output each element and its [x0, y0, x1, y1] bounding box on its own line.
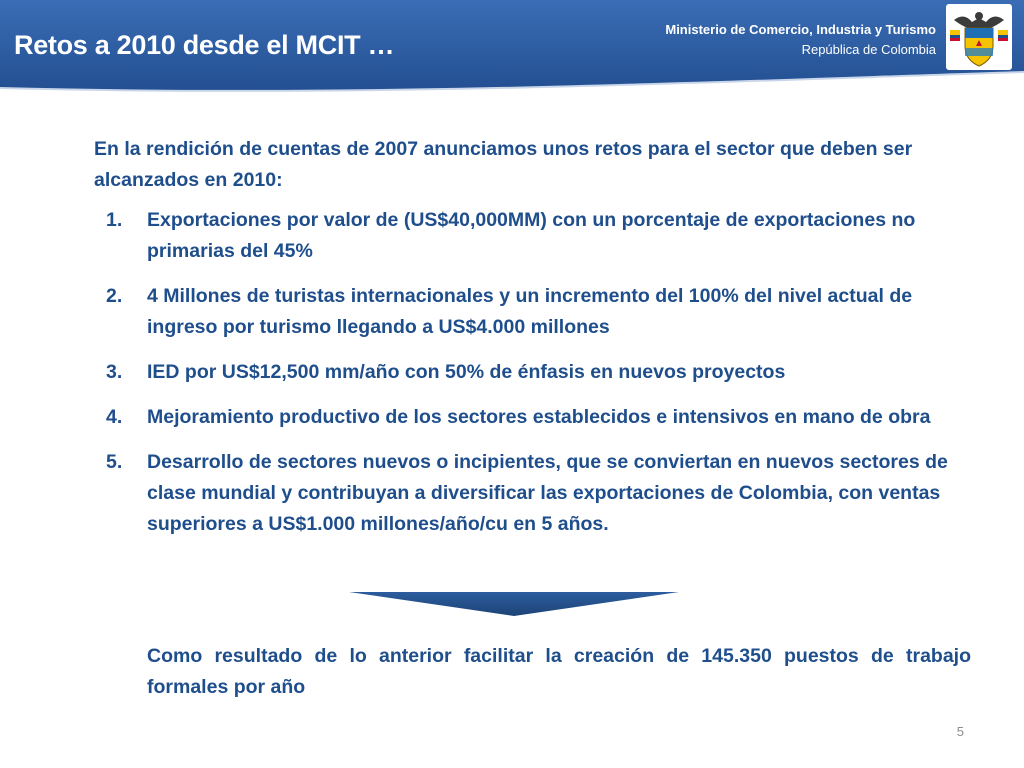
list-item-text: Exportaciones por valor de (US$40,000MM) con un porcentaje de exportaciones no primarias del 45%: [147, 209, 916, 262]
ministry-block: [665, 20, 936, 60]
list-item-number: 2.: [106, 285, 123, 307]
content-body: [94, 134, 964, 554]
list-item: [94, 402, 964, 433]
list-item-number: 3.: [106, 361, 123, 383]
down-triangle-arrow-icon: [349, 592, 679, 616]
list-item-text: Mejoramiento productivo de los sectores establecidos e intensivos en mano de obra: [147, 406, 931, 428]
list-item: [94, 281, 964, 343]
list-item: [94, 447, 964, 540]
list-item-number: 5.: [106, 451, 123, 473]
list-item-text: Desarrollo de sectores nuevos o incipientes, que se conviertan en nuevos sectores de clase mundial y contribuyan a diversificar las exportaciones de Colombia, con ventas superiores a US$1.000 millones/año/cu en 5 años.: [147, 451, 948, 535]
conclusion-paragraph: Como resultado de lo anterior facilitar la creación de 145.350 puestos de trabajo formales por año: [147, 645, 971, 698]
country-name: República de Colombia: [801, 42, 936, 57]
page-number: 5: [956, 724, 964, 739]
list-item: [94, 357, 964, 388]
challenges-list: [94, 205, 964, 540]
intro-paragraph: En la rendición de cuentas de 2007 anunciamos unos retos para el sector que deben ser alcanzados en 2010:: [94, 138, 913, 191]
list-item-text: IED por US$12,500 mm/año con 50% de énfasis en nuevos proyectos: [147, 361, 786, 383]
page-title: Retos a 2010 desde el MCIT …: [14, 30, 395, 60]
ministry-name: Ministerio de Comercio, Industria y Turismo: [665, 22, 936, 37]
list-item-number: 1.: [106, 209, 123, 231]
list-item-number: 4.: [106, 406, 123, 428]
list-item-text: 4 Millones de turistas internacionales y un incremento del 100% del nivel actual de ingreso por turismo llegando a US$4.000 millones: [147, 285, 913, 338]
list-item: [94, 205, 964, 267]
header-banner: [0, 0, 1024, 96]
colombia-coat-of-arms-icon: [946, 4, 1012, 70]
